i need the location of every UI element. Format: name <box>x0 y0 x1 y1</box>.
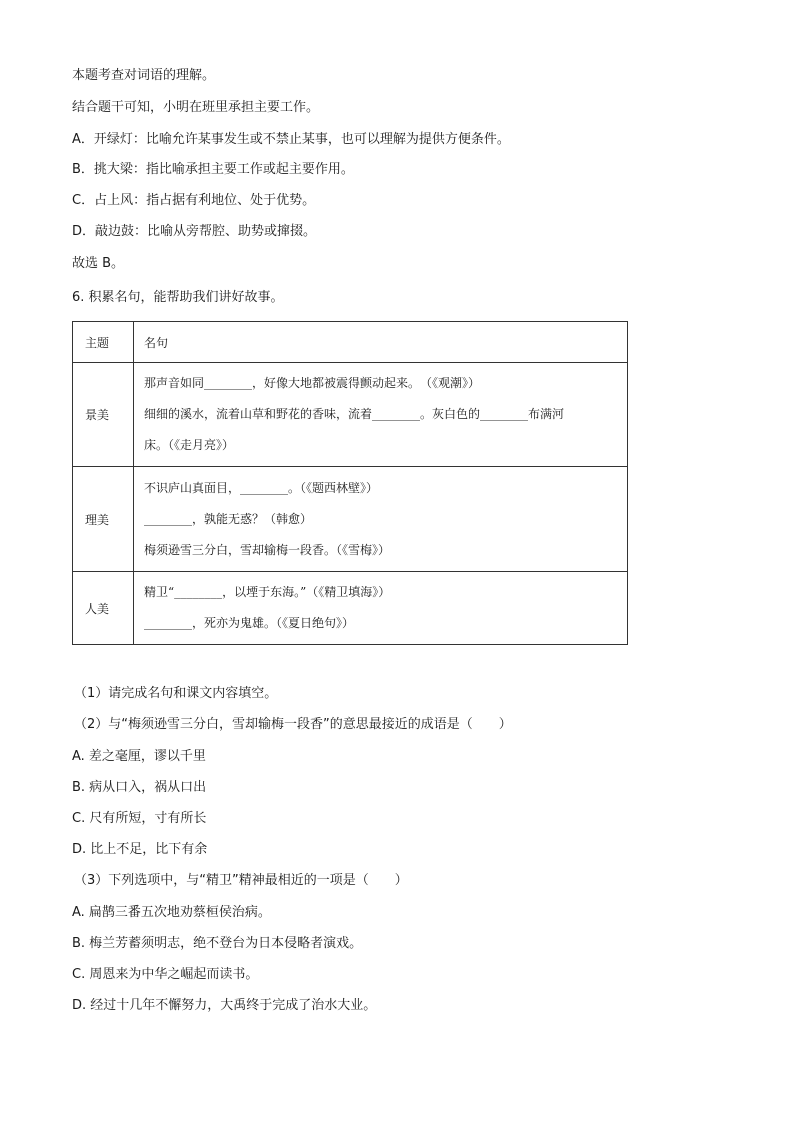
sub-question-1: （1）请完成名句和课文内容填空。 <box>74 686 278 701</box>
explanation-line: 结合题干可知，小明在班里承担主要工作。 <box>72 100 320 115</box>
option-a: A. 扁鹊三番五次地劝蔡桓侯治病。 <box>72 905 271 920</box>
table-row <box>73 363 628 467</box>
table-row <box>73 572 628 645</box>
table-header-row <box>73 322 628 363</box>
quote-line: 梅须逊雪三分白，雪却输梅一段香。（《雪梅》） <box>144 542 391 557</box>
quote-line: ________，死亦为鬼雄。（《夏日绝句》） <box>144 616 355 630</box>
quote-cell <box>134 572 628 645</box>
table-row <box>73 467 628 572</box>
quote-cell <box>134 467 628 572</box>
quotes-table <box>72 321 628 645</box>
answer-line: 故选 B。 <box>72 256 125 271</box>
topic-cell: 人美 <box>73 572 134 645</box>
option-c-explanation: C．占上风：指占据有利地位、处于优势。 <box>72 193 316 208</box>
header-topic: 主题 <box>73 322 134 363</box>
option-b: B. 病从口入，祸从口出 <box>72 780 207 795</box>
quote-cell <box>134 363 628 467</box>
quote-line: 不识庐山真面目，________。（《题西林壁》） <box>144 480 379 495</box>
sub-question-3-stem: （3）下列选项中，与“精卫”精神最相近的一项是（ ） <box>74 873 408 888</box>
option-d-explanation: D．敲边鼓：比喻从旁帮腔、助势或撺掇。 <box>72 224 317 239</box>
quote-line: 床。（《走月亮》） <box>144 438 235 452</box>
option-b-explanation: B．挑大梁：指比喻承担主要工作或起主要作用。 <box>72 162 354 177</box>
quote-line: ________，孰能无惑？（韩愈） <box>144 511 313 526</box>
question-title: 6. 积累名句，能帮助我们讲好故事。 <box>72 290 284 305</box>
option-a-explanation: A．开绿灯：比喻允许某事发生或不禁止某事，也可以理解为提供方便条件。 <box>72 132 510 147</box>
option-d: D. 经过十几年不懈努力，大禹终于完成了治水大业。 <box>72 998 377 1013</box>
topic-cell: 景美 <box>73 363 134 467</box>
sub-question-2-stem: （2）与“梅须逊雪三分白，雪却输梅一段香”的意思最接近的成语是（ ） <box>74 717 512 732</box>
option-b: B. 梅兰芳蓄须明志，绝不登台为日本侵略者演戏。 <box>72 936 363 951</box>
quote-line: 精卫“________，以堙于东海。”（《精卫填海》） <box>144 585 391 599</box>
header-quote: 名句 <box>134 322 628 363</box>
quote-line: 那声音如同________，好像大地都被震得颤动起来。 （《观潮》） <box>144 376 481 390</box>
quote-line: 细细的溪水，流着山草和野花的香味，流着________。灰白色的________布满河 <box>144 407 565 421</box>
explanation-line: 本题考查对词语的理解。 <box>72 68 216 83</box>
option-c: C. 尺有所短，寸有所长 <box>72 811 207 826</box>
option-d: D. 比上不足，比下有余 <box>72 842 208 857</box>
option-c: C. 周恩来为中华之崛起而读书。 <box>72 967 259 982</box>
option-a: A. 差之毫厘，谬以千里 <box>72 749 206 764</box>
topic-cell: 理美 <box>73 467 134 572</box>
